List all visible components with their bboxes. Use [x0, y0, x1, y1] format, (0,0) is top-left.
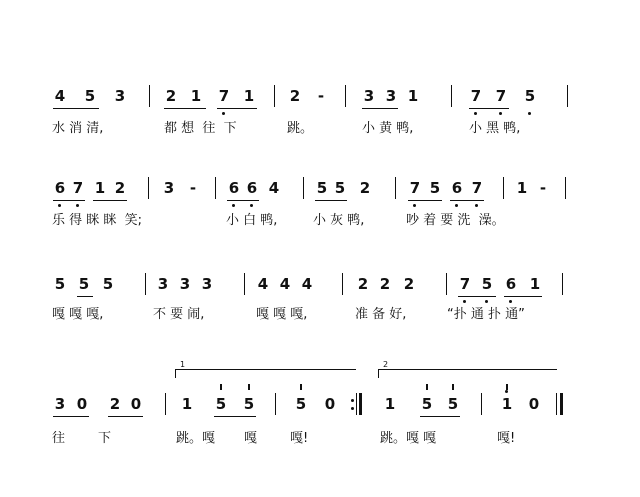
- repeat-dot: [351, 399, 354, 402]
- note: 5: [524, 87, 536, 105]
- second-ending-bracket: [378, 360, 557, 378]
- low-octave-dot: [76, 204, 79, 207]
- note: 7: [495, 87, 507, 105]
- lyric: 跳。: [287, 121, 314, 136]
- low-octave-dot: [463, 300, 466, 303]
- lyric: 不 要 闹,: [153, 307, 205, 322]
- note: 2: [359, 179, 371, 197]
- low-octave-dot: [413, 204, 416, 207]
- note: 5: [429, 179, 441, 197]
- note: 1: [501, 395, 513, 413]
- notes-line-1: [0, 86, 640, 116]
- note: 7: [218, 87, 230, 105]
- lyric: 小 灰 鸭,: [313, 213, 365, 228]
- note: 3: [201, 275, 213, 293]
- barline: [565, 177, 566, 199]
- barline: [503, 177, 504, 199]
- lyric: 准 备 好,: [355, 307, 407, 322]
- note: 5: [481, 275, 493, 293]
- accent-mark: [452, 384, 454, 390]
- beat-underline: [420, 416, 460, 417]
- accent-mark: [426, 384, 428, 390]
- beat-underline: [77, 296, 93, 297]
- note: 7: [471, 179, 483, 197]
- note: 4: [54, 87, 66, 105]
- note: 3: [114, 87, 126, 105]
- note: 1: [516, 179, 528, 197]
- notes-line-4: [0, 394, 640, 424]
- note: 7: [459, 275, 471, 293]
- volta-number: 2: [383, 360, 389, 369]
- beat-underline: [53, 200, 85, 201]
- accent-mark: [220, 384, 222, 390]
- note: 1: [94, 179, 106, 197]
- note: 4: [268, 179, 280, 197]
- note: 5: [84, 87, 96, 105]
- barline: [562, 273, 563, 295]
- barline: [567, 85, 568, 107]
- note: 5: [421, 395, 433, 413]
- note: 6: [505, 275, 517, 293]
- low-octave-dot: [455, 204, 458, 207]
- repeat-barline: [359, 393, 362, 415]
- notes-line-2: [0, 178, 640, 208]
- barline: [165, 393, 166, 415]
- note: 1: [243, 87, 255, 105]
- note: 2: [109, 395, 121, 413]
- barline: [356, 393, 357, 415]
- note: 1: [190, 87, 202, 105]
- barline: [446, 273, 447, 295]
- barline: [303, 177, 304, 199]
- note: 1: [529, 275, 541, 293]
- low-octave-dot: [499, 112, 502, 115]
- barline: [345, 85, 346, 107]
- note: 5: [243, 395, 255, 413]
- note: 4: [279, 275, 291, 293]
- note: 6: [54, 179, 66, 197]
- dash: -: [317, 87, 325, 105]
- lyric: 水 消 清,: [52, 121, 104, 136]
- note: 2: [403, 275, 415, 293]
- low-octave-dot: [474, 112, 477, 115]
- note: 1: [181, 395, 193, 413]
- note: 5: [334, 179, 346, 197]
- note: 3: [385, 87, 397, 105]
- low-octave-dot: [528, 112, 531, 115]
- barline: [342, 273, 343, 295]
- note: 1: [407, 87, 419, 105]
- note: 7: [470, 87, 482, 105]
- note: 0: [130, 395, 142, 413]
- lyric: 小 黑 鸭,: [469, 121, 521, 136]
- note: 2: [379, 275, 391, 293]
- note: 4: [257, 275, 269, 293]
- lyric: 嘎 嘎 嘎,: [256, 307, 308, 322]
- barline: [395, 177, 396, 199]
- note: 0: [324, 395, 336, 413]
- low-octave-dot: [509, 300, 512, 303]
- dash: -: [539, 179, 547, 197]
- low-octave-dot: [222, 112, 225, 115]
- note: 6: [246, 179, 258, 197]
- lyric: 嘎!: [290, 431, 309, 446]
- note: 5: [316, 179, 328, 197]
- beat-underline: [217, 108, 257, 109]
- note: 3: [157, 275, 169, 293]
- barline: [556, 393, 557, 415]
- lyric: “扑 通 扑 通”: [447, 307, 525, 322]
- beat-underline: [93, 200, 127, 201]
- lyric: 下: [98, 431, 112, 446]
- barline: [215, 177, 216, 199]
- lyric: 往: [52, 431, 66, 446]
- note: 5: [102, 275, 114, 293]
- note: 6: [228, 179, 240, 197]
- beat-underline: [108, 416, 143, 417]
- high-octave-dot: [505, 390, 508, 393]
- lyric: 嘎 嘎 嘎,: [52, 307, 104, 322]
- note: 2: [114, 179, 126, 197]
- beat-underline: [315, 200, 347, 201]
- note: 3: [163, 179, 175, 197]
- volta-number: 1: [180, 360, 186, 369]
- beat-underline: [53, 108, 99, 109]
- lyric: 小 黄 鸭,: [362, 121, 414, 136]
- note: 5: [447, 395, 459, 413]
- beat-underline: [458, 296, 496, 297]
- barline: [148, 177, 149, 199]
- note: 1: [384, 395, 396, 413]
- notes-line-3: [0, 274, 640, 304]
- low-octave-dot: [232, 204, 235, 207]
- lyric: 嘎!: [497, 431, 516, 446]
- beat-underline: [450, 200, 484, 201]
- note: 0: [528, 395, 540, 413]
- note: 0: [76, 395, 88, 413]
- note: 4: [301, 275, 313, 293]
- beat-underline: [164, 108, 206, 109]
- barline: [145, 273, 146, 295]
- barline: [274, 85, 275, 107]
- low-octave-dot: [250, 204, 253, 207]
- note: 5: [215, 395, 227, 413]
- beat-underline: [214, 416, 256, 417]
- note: 3: [54, 395, 66, 413]
- low-octave-dot: [475, 204, 478, 207]
- barline: [481, 393, 482, 415]
- note: 2: [165, 87, 177, 105]
- lyric: 乐 得 眯 眯 笑;: [52, 213, 143, 228]
- low-octave-dot: [58, 204, 61, 207]
- repeat-dot: [351, 407, 354, 410]
- note: 5: [78, 275, 90, 293]
- note: 3: [179, 275, 191, 293]
- lyric: 吵 着 要 洗 澡。: [406, 213, 505, 228]
- first-ending-bracket: [175, 360, 356, 378]
- lyrics-line-1: [0, 120, 640, 142]
- lyric: 都 想 往 下: [164, 121, 237, 136]
- note: 6: [451, 179, 463, 197]
- beat-underline: [408, 200, 442, 201]
- accent-mark: [248, 384, 250, 390]
- final-barline: [560, 393, 563, 415]
- beat-underline: [504, 296, 542, 297]
- beat-underline: [362, 108, 398, 109]
- note: 2: [289, 87, 301, 105]
- note: 7: [72, 179, 84, 197]
- barline: [275, 393, 276, 415]
- note: 5: [54, 275, 66, 293]
- accent-mark: [300, 384, 302, 390]
- beat-underline: [227, 200, 259, 201]
- beat-underline: [53, 416, 89, 417]
- lyrics-line-3: [0, 306, 640, 328]
- note: 5: [295, 395, 307, 413]
- note: 3: [363, 87, 375, 105]
- lyrics-line-4: [0, 430, 640, 452]
- dash: -: [189, 179, 197, 197]
- note: 2: [357, 275, 369, 293]
- barline: [149, 85, 150, 107]
- barline: [451, 85, 452, 107]
- barline: [244, 273, 245, 295]
- lyric: 跳。嘎: [176, 431, 216, 446]
- lyrics-line-2: [0, 212, 640, 234]
- note: 7: [409, 179, 421, 197]
- lyric: 小 白 鸭,: [226, 213, 278, 228]
- beat-underline: [469, 108, 509, 109]
- lyric: 跳。嘎 嘎: [380, 431, 437, 446]
- lyric: 嘎: [244, 431, 258, 446]
- low-octave-dot: [485, 300, 488, 303]
